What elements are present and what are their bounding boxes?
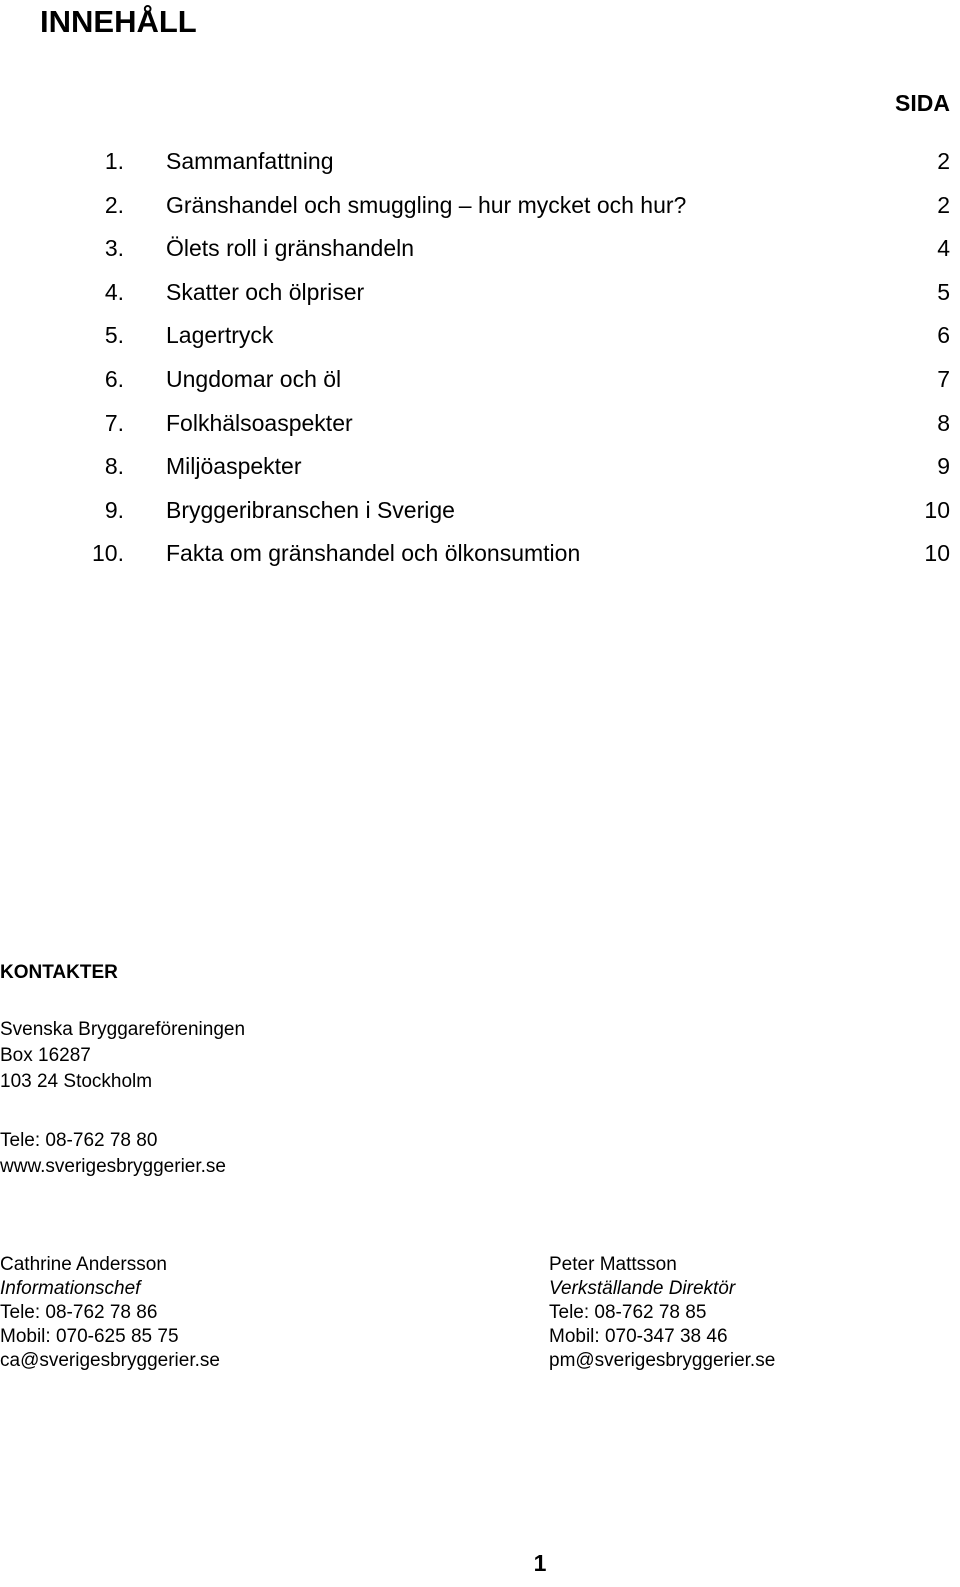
organization-website: www.sverigesbryggerier.se — [0, 1156, 226, 1177]
toc-entry-page: 4 — [937, 235, 950, 262]
contact-role: Verkställande Direktör — [549, 1278, 736, 1299]
contact-name: Cathrine Andersson — [0, 1254, 167, 1275]
toc-entry-page: 10 — [924, 496, 950, 523]
page-number: 1 — [533, 1550, 547, 1576]
toc-entry-title: Fakta om gränshandel och ölkonsumtion — [166, 540, 581, 567]
toc-entry-title: Bryggeribranschen i Sverige — [166, 496, 455, 523]
toc-entry-title: Sammanfattning — [166, 148, 334, 174]
toc-entry — [0, 492, 960, 536]
toc-entry-page: 5 — [937, 278, 950, 305]
toc-entry-title: Miljöaspekter — [166, 453, 302, 480]
toc-entry — [0, 317, 960, 361]
toc-entry — [0, 405, 960, 449]
postal-box: Box 16287 — [0, 1045, 91, 1066]
toc-entry-page: 2 — [937, 191, 950, 218]
contact-role: Informationschef — [0, 1278, 141, 1299]
toc-entry-number: 4. — [104, 278, 124, 305]
page-title: INNEHÅLL — [40, 4, 197, 39]
toc-entry-number: 6. — [104, 365, 124, 392]
toc-entry-page: 2 — [937, 148, 950, 174]
toc-entry-page: 6 — [937, 322, 950, 349]
toc-entry-number: 1. — [104, 148, 124, 174]
toc-entry-page: 10 — [924, 540, 950, 567]
toc-entry-number: 10. — [92, 540, 124, 567]
organization-phone: Tele: 08-762 78 80 — [0, 1130, 158, 1151]
toc-entry-number: 7. — [104, 409, 124, 436]
contact-email: pm@sverigesbryggerier.se — [549, 1350, 776, 1371]
contact-person-card — [549, 1253, 775, 1373]
postal-city: 103 24 Stockholm — [0, 1071, 153, 1092]
toc-entry-title: Gränshandel och smuggling – hur mycket och hur? — [166, 191, 687, 218]
contact-person-card — [0, 1253, 220, 1373]
table-of-contents — [0, 143, 960, 579]
organization-name: Svenska Bryggareföreningen — [0, 1019, 246, 1040]
toc-entry-title: Ungdomar och öl — [166, 365, 342, 392]
toc-entry-number: 9. — [104, 496, 124, 523]
toc-page-column-header: SIDA — [895, 90, 950, 116]
toc-entry-number: 5. — [104, 322, 124, 349]
contact-mobile: Mobil: 070-625 85 75 — [0, 1326, 179, 1347]
toc-entry-title: Ölets roll i gränshandeln — [166, 235, 415, 262]
toc-entry-title: Skatter och ölpriser — [166, 278, 365, 305]
toc-entry — [0, 535, 960, 579]
contacts-heading: KONTAKTER — [0, 962, 118, 983]
toc-entry — [0, 361, 960, 405]
contact-phone: Tele: 08-762 78 86 — [0, 1302, 158, 1323]
toc-entry-page: 8 — [937, 409, 950, 436]
toc-entry-title: Lagertryck — [166, 322, 274, 349]
toc-entry — [0, 143, 960, 187]
toc-entry — [0, 187, 960, 231]
toc-entry-number: 2. — [104, 191, 124, 218]
toc-entry — [0, 230, 960, 274]
contact-phone: Tele: 08-762 78 85 — [549, 1302, 707, 1323]
contact-email: ca@sverigesbryggerier.se — [0, 1350, 220, 1371]
toc-entry-number: 8. — [104, 453, 124, 480]
toc-entry — [0, 448, 960, 492]
contact-name: Peter Mattsson — [549, 1254, 677, 1275]
toc-entry-title: Folkhälsoaspekter — [166, 409, 353, 436]
toc-entry-page: 9 — [937, 453, 950, 480]
toc-entry — [0, 274, 960, 318]
toc-entry-number: 3. — [104, 235, 124, 262]
organization-address — [0, 1017, 245, 1095]
organization-contact — [0, 1128, 226, 1180]
toc-entry-page: 7 — [937, 365, 950, 392]
contact-mobile: Mobil: 070-347 38 46 — [549, 1326, 728, 1347]
